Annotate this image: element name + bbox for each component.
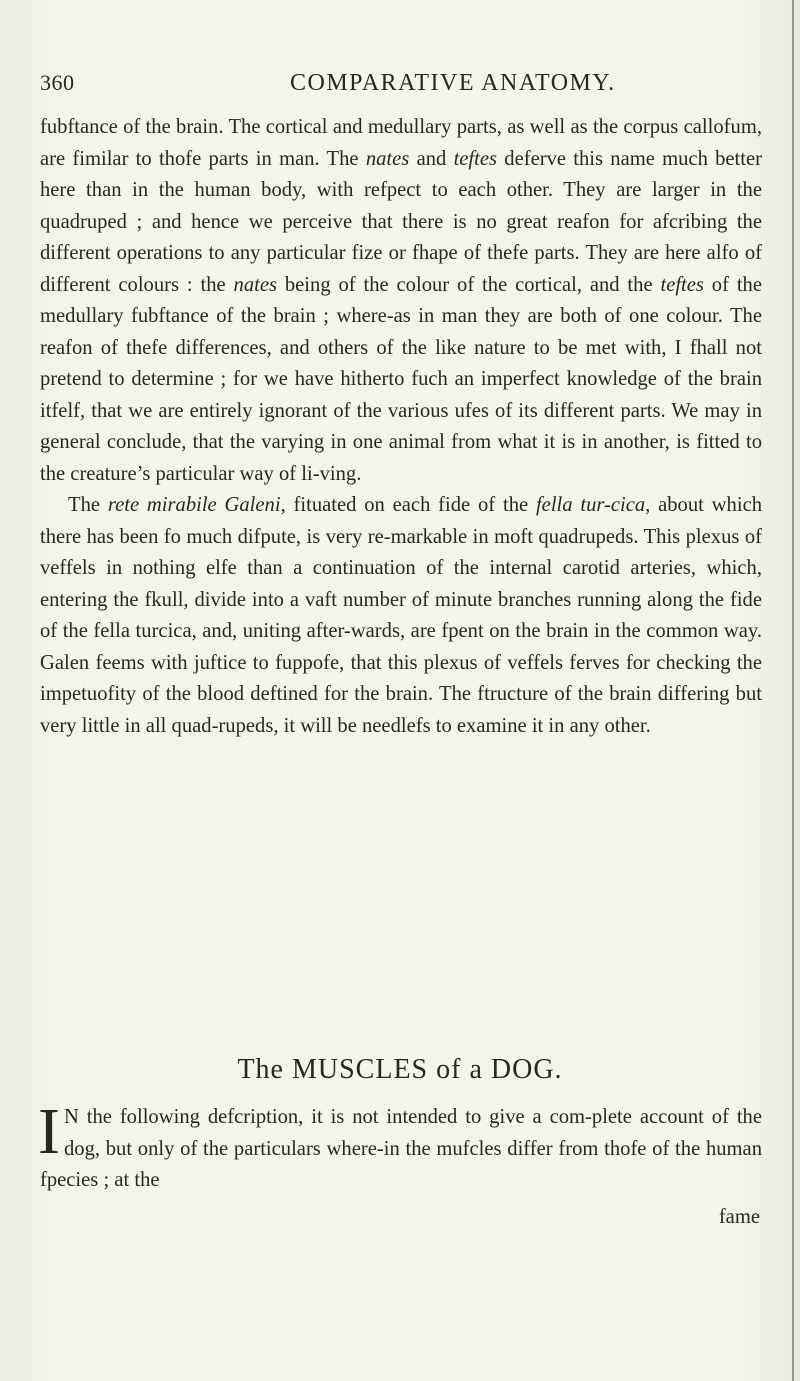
- text-run: , about which there has been fo much difpute, is very re-markable in moft quadrupeds. This plexus of veffels in nothing elfe than a continuation of the internal carotid arteries, which, entering the fkull, divide into a vaft number of minute branches running along the fide of the fella turcica, and, uniting after-wards, are fpent on the brain in the common way. Galen feems with juftice to fuppofe, that this plexus of veffels ferves for checking the impetuofity of the blood deftined for the brain. The ftructure of the brain differing but very little in all quad-rupeds, it will be needlefs to examine it in any other.: [40, 494, 763, 737]
- text-run: fubftance of the brain. The cortical and medullary parts, as well as the corpus callofum, are fimilar to thofe parts in man. The: [40, 116, 762, 170]
- italic-term: teftes: [453, 147, 498, 170]
- text-run: deferve this name much better here than in the human body, with refpect to each other. They are larger in the quadruped ; and hence we perceive that there is no great reafon for afcribing the different operations to any particular fize or fhape of thefe parts. They are here alfo of different colours : the: [40, 147, 763, 296]
- page-header: [40, 70, 760, 106]
- catchword: fame: [718, 1206, 760, 1228]
- running-head: COMPARATIVE ANATOMY.: [290, 70, 616, 96]
- section-body: [38, 1095, 762, 1197]
- paragraph-rete-mirabile: [40, 490, 762, 742]
- text-run: The: [68, 494, 108, 516]
- page-edge-line: [792, 0, 794, 1381]
- paragraph-brain-substance: [40, 112, 762, 490]
- text-run: and: [409, 147, 454, 170]
- italic-term: teftes: [660, 273, 704, 296]
- italic-term: rete mirabile Galeni: [107, 494, 281, 516]
- body-text: [40, 112, 762, 742]
- section-text: N the following defcription, it is not intended to give a com-plete account of the dog, but only of the particulars where-in the mufcles differ from thofe of the human fpecies ; at the: [40, 1106, 762, 1191]
- text-run: , fituated on each fide of the: [280, 494, 536, 516]
- text-run: being of the colour of the cortical, and the: [277, 273, 661, 296]
- page-number: 360: [40, 70, 75, 95]
- text-run: of the medullary fubftance of the brain ; where-as in man they are both of one colour. The reafon of thefe differences, and others of the like nature to be met with, I fhall not pretend to determine ; for we have hitherto fuch an imperfect knowledge of the brain itfelf, that we are entirely ignorant of the various ufes of its different parts. We may in general conclude, that the varying in one animal from what it is in another, is fitted to the creature’s particular way of li-ving.: [40, 273, 762, 485]
- italic-term: nates: [233, 273, 277, 296]
- drop-cap: I: [38, 1095, 60, 1168]
- section-heading: The MUSCLES of a DOG.: [237, 1054, 563, 1085]
- italic-term: nates: [365, 147, 410, 170]
- italic-term: fella tur-cica: [535, 494, 646, 516]
